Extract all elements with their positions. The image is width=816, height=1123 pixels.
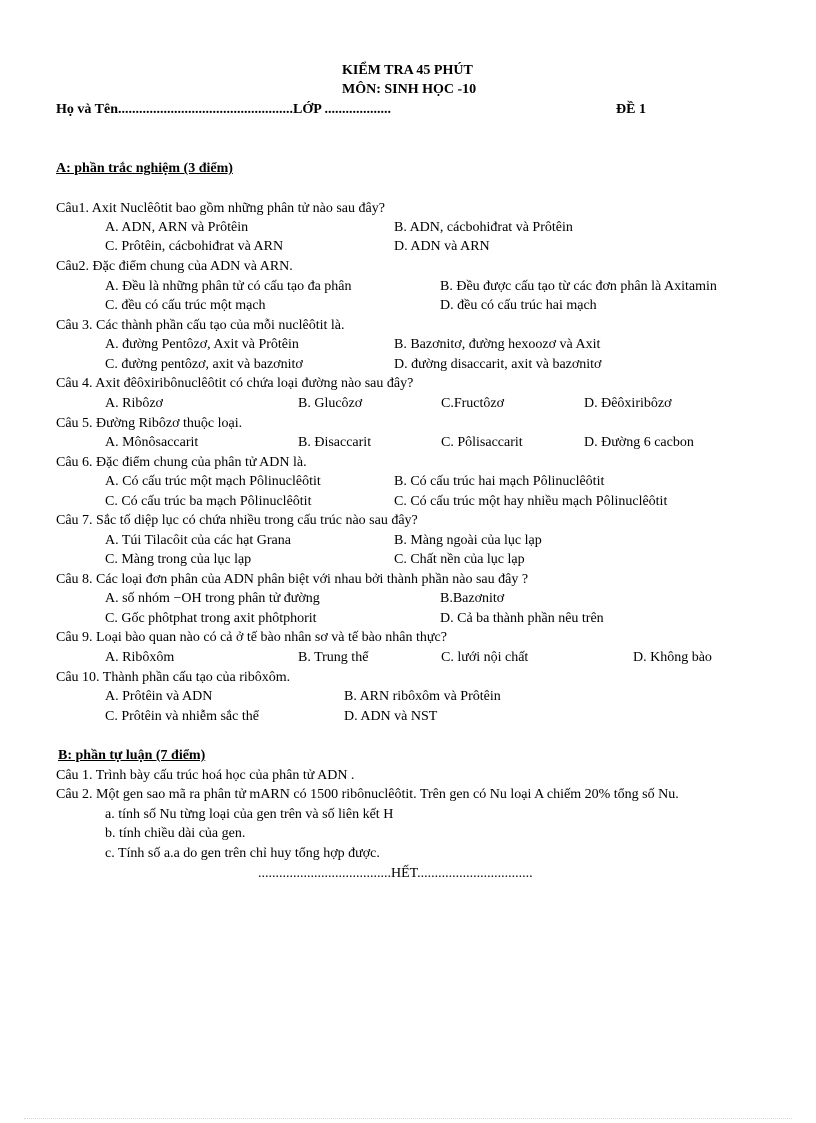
q9-option-a: A. Ribôxôm xyxy=(105,650,175,665)
essay-question-2: Câu 2. Một gen sao mã ra phân tử mARN có 1500 ribônuclêôtit. Trên gen có Nu loại A chiếm 20% tổng số Nu. xyxy=(56,787,679,802)
q9-option-d: D. Không bào xyxy=(633,650,712,665)
q3-option-a: A. đường Pentôzơ, Axit và Prôtêin xyxy=(105,337,299,352)
essay-q2-part-c: c. Tính số a.a do gen trên chỉ huy tổng hợp được. xyxy=(105,846,380,861)
question-1: Câu1. Axit Nuclêôtit bao gồm những phân tử nào sau đây? xyxy=(56,201,385,216)
q1-option-b: B. ADN, cácbohiđrat và Prôtêin xyxy=(394,220,573,235)
q7-option-d: C. Chất nền của lục lạp xyxy=(394,552,525,567)
q4-option-b: B. Glucôzơ xyxy=(298,396,363,411)
exam-title: KIỂM TRA 45 PHÚT xyxy=(342,63,473,78)
section-a-title: A: phần trắc nghiệm (3 điểm) xyxy=(56,161,233,176)
q7-option-b: B. Màng ngoài của lục lạp xyxy=(394,533,542,548)
q4-option-c: C.Fructôzơ xyxy=(441,396,505,411)
q1-option-d: D. ADN và ARN xyxy=(394,239,490,254)
section-b-title: B: phần tự luận (7 điểm) xyxy=(58,748,206,763)
q10-option-a: A. Prôtêin và ADN xyxy=(105,689,213,704)
q9-option-b: B. Trung thể xyxy=(298,650,369,665)
exam-subject: MÔN: SINH HỌC -10 xyxy=(342,82,477,97)
q3-option-b: B. Bazơnitơ, đường hexoozơ và Axit xyxy=(394,337,601,352)
question-9: Câu 9. Loại bào quan nào có cả ở tế bào nhân sơ và tế bào nhân thực? xyxy=(56,630,447,645)
q2-option-d: D. đều có cấu trúc hai mạch xyxy=(440,298,597,313)
question-4: Câu 4. Axit đêôxiribônuclêôtit có chứa loại đường nào sau đây? xyxy=(56,376,414,391)
end-marker: ......................................HẾT................................. xyxy=(258,866,533,881)
q10-option-c: C. Prôtêin và nhiễm sắc thể xyxy=(105,709,259,724)
q6-option-c: C. Có cấu trúc ba mạch Pôlinuclêôtit xyxy=(105,494,312,509)
q5-option-b: B. Đisaccarit xyxy=(298,435,372,450)
q3-option-c: C. đường pentôzơ, axit và bazơnitơ xyxy=(105,357,303,372)
question-7: Câu 7. Sắc tố diệp lục có chứa nhiều trong cấu trúc nào sau đây? xyxy=(56,513,418,528)
question-3: Câu 3. Các thành phần cấu tạo của mỗi nuclêôtit là. xyxy=(56,318,345,333)
q6-option-a: A. Có cấu trúc một mạch Pôlinuclêôtit xyxy=(105,474,321,489)
q2-option-a: A. Đều là những phân tử có cấu tạo đa phân xyxy=(105,279,352,294)
q5-option-a: A. Mônôsaccarit xyxy=(105,435,199,450)
q7-option-c: C. Màng trong của lục lạp xyxy=(105,552,252,567)
q6-option-d: C. Có cấu trúc một hay nhiều mạch Pôlinuclêôtit xyxy=(394,494,668,509)
question-6: Câu 6. Đặc điểm chung của phân tử ADN là. xyxy=(56,455,307,470)
q8-option-a: A. số nhóm −OH trong phân tử đường xyxy=(105,591,320,606)
q2-option-c: C. đều có cấu trúc một mạch xyxy=(105,298,266,313)
q6-option-b: B. Có cấu trúc hai mạch Pôlinuclêôtit xyxy=(394,474,605,489)
q5-option-c: C. Pôlisaccarit xyxy=(441,435,523,450)
q3-option-d: D. đường disaccarit, axit và bazơnitơ xyxy=(394,357,602,372)
question-5: Câu 5. Đường Ribôzơ thuộc loại. xyxy=(56,416,243,431)
q8-option-c: C. Gốc phôtphat trong axit phôtphorit xyxy=(105,611,317,626)
page-bottom-border xyxy=(24,1118,792,1119)
student-name-line: Họ và Tên..................................................LỚP ................... xyxy=(56,102,391,117)
essay-question-1: Câu 1. Trình bày cấu trúc hoá học của phân tử ADN . xyxy=(56,768,355,783)
exam-code: ĐỀ 1 xyxy=(616,102,646,117)
question-2: Câu2. Đặc điểm chung của ADN và ARN. xyxy=(56,259,293,274)
q8-option-b: B.Bazơnitơ xyxy=(440,591,505,606)
q2-option-b: B. Đều được cấu tạo từ các đơn phân là Axitamin xyxy=(440,279,717,294)
question-8: Câu 8. Các loại đơn phân của ADN phân biệt với nhau bởi thành phần nào sau đây ? xyxy=(56,572,529,587)
q1-option-a: A. ADN, ARN và Prôtêin xyxy=(105,220,249,235)
question-10: Câu 10. Thành phần cấu tạo của ribôxôm. xyxy=(56,670,291,685)
q4-option-d: D. Đêôxiribôzơ xyxy=(584,396,672,411)
q10-option-d: D. ADN và NST xyxy=(344,709,438,724)
essay-q2-part-b: b. tính chiều dài của gen. xyxy=(105,826,246,841)
essay-q2-part-a: a. tính số Nu từng loại của gen trên và số liên kết H xyxy=(105,807,394,822)
q4-option-a: A. Ribôzơ xyxy=(105,396,163,411)
q7-option-a: A. Túi Tilacôit của các hạt Grana xyxy=(105,533,291,548)
q9-option-c: C. lưới nội chất xyxy=(441,650,529,665)
q1-option-c: C. Prôtêin, cácbohiđrat và ARN xyxy=(105,239,284,254)
q5-option-d: D. Đường 6 cacbon xyxy=(584,435,694,450)
q10-option-b: B. ARN ribôxôm và Prôtêin xyxy=(344,689,501,704)
q8-option-d: D. Cả ba thành phần nêu trên xyxy=(440,611,604,626)
